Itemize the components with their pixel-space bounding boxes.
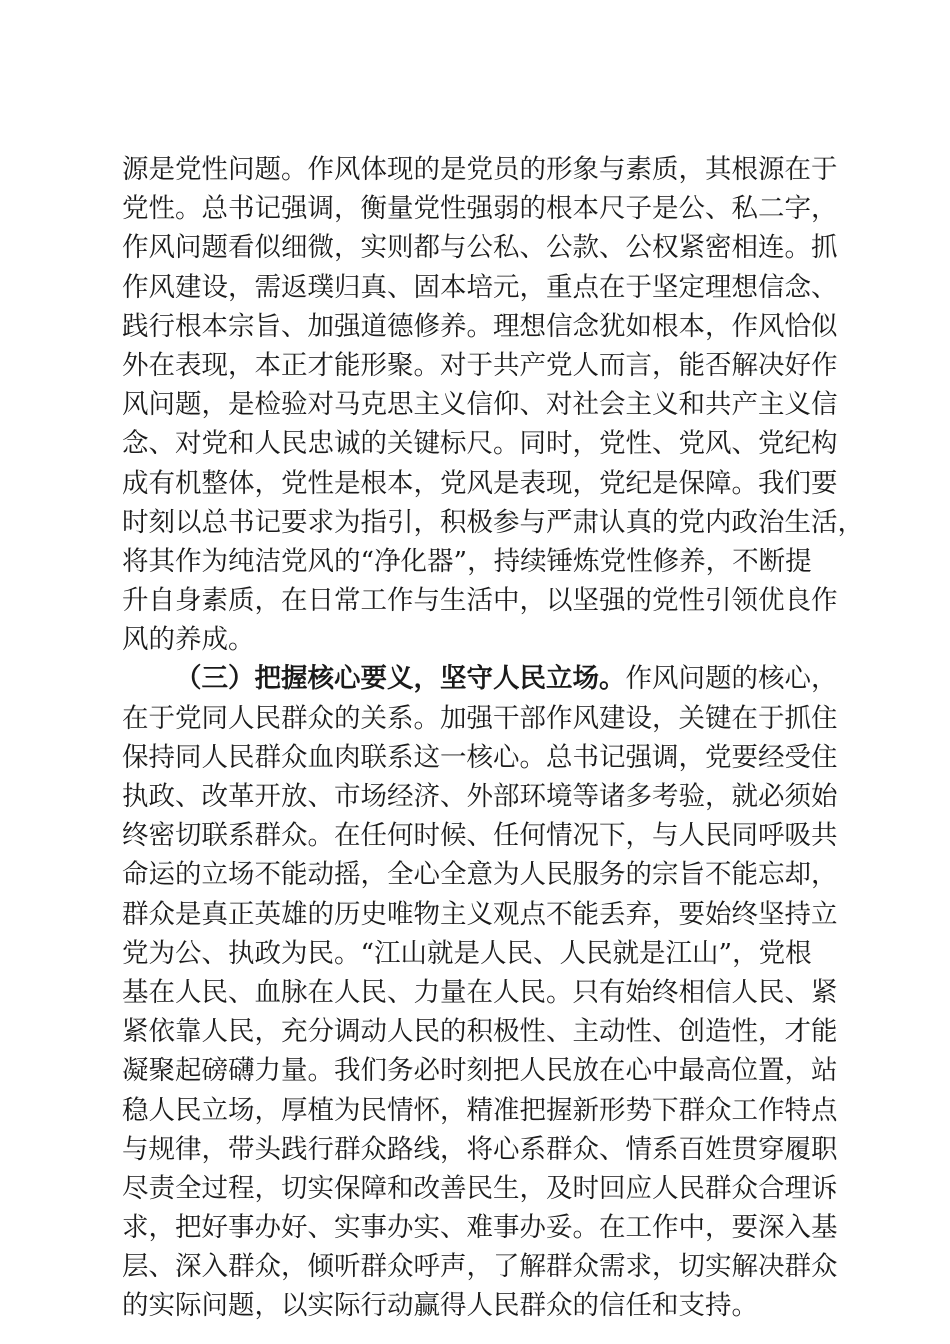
text-line: 执政、改革开放、市场经济、外部环境等诸多考验，就必须始 [122,781,838,812]
text-line: 凝聚起磅礴力量。我们务必时刻把人民放在心中最高位置，站 [122,1055,838,1087]
text-line: 作风问题看似细微，实则都与公私、公款、公权紧密相连。抓 [122,232,838,264]
text-line: 将其作为纯洁党风的“净化器”，持续锤炼党性修养，不断提 [122,545,812,577]
text-line: 在于党同人民群众的关系。加强干部作风建设，关键在于抓住 [122,702,838,734]
section-heading: （三）把握核心要义，坚守人民立场。 [175,663,626,695]
text-line: 命运的立场不能动摇，全心全意为人民服务的宗旨不能忘却， [122,859,838,891]
section-heading-line [122,659,838,698]
paragraph-party-spirit [122,150,864,659]
text-line: 风的养成。 [122,624,255,656]
paragraph-people-stance [122,659,838,1325]
text-line: 终密切联系群众。在任何时候、任何情况下，与人民同呼吸共 [122,820,838,852]
text-line: 尽责全过程，切实保障和改善民生，及时回应人民群众合理诉 [122,1172,838,1204]
text-line: 的实际问题，以实际行动赢得人民群众的信任和支持。 [122,1290,758,1322]
text-line: 成有机整体，党性是根本，党风是表现，党纪是保障。我们要 [122,467,838,499]
document-body [122,150,864,1326]
text-line: 群众是真正英雄的历史唯物主义观点不能丢弃，要始终坚持立 [122,898,838,930]
text-line: 风问题，是检验对马克思主义信仰、对社会主义和共产主义信 [122,389,838,421]
text-line: 紧依靠人民，充分调动人民的积极性、主动性、创造性，才能 [122,1016,838,1048]
text-line: 念、对党和人民忠诚的关键标尺。同时，党性、党风、党纪构 [122,428,838,460]
text-line: 与规律，带头践行群众路线，将心系群众、情系百姓贯穿履职 [122,1133,838,1165]
text-line: 外在表现，本正才能形聚。对于共产党人而言，能否解决好作 [122,349,838,381]
text-line: 求，把好事办好、实事办实、难事办妥。在工作中，要深入基 [122,1212,838,1244]
heading-line-rest: 作风问题的核心， [625,663,838,695]
text-line: 时刻以总书记要求为指引，积极参与严肃认真的党内政治生活， [122,506,864,538]
text-line: 党性。总书记强调，衡量党性强弱的根本尺子是公、私二字， [122,193,838,225]
text-line: 稳人民立场，厚植为民情怀，精准把握新形势下群众工作特点 [122,1094,838,1126]
text-line: 基在人民、血脉在人民、力量在人民。只有始终相信人民、紧 [122,976,838,1008]
text-line: 源是党性问题。作风体现的是党员的形象与素质，其根源在于 [122,154,838,185]
text-line: 党为公、执政为民。“江山就是人民、人民就是江山”，党根 [122,937,812,969]
text-line: 作风建设，需返璞归真、固本培元，重点在于坚定理想信念、 [122,271,838,303]
text-line: 践行根本宗旨、加强道德修养。理想信念犹如根本，作风恰似 [122,310,838,342]
text-line: 升自身素质，在日常工作与生活中，以坚强的党性引领优良作 [122,585,838,617]
text-line: 保持同人民群众血肉联系这一核心。总书记强调，党要经受住 [122,741,838,773]
text-line: 层、深入群众，倾听群众呼声，了解群众需求，切实解决群众 [122,1251,838,1283]
